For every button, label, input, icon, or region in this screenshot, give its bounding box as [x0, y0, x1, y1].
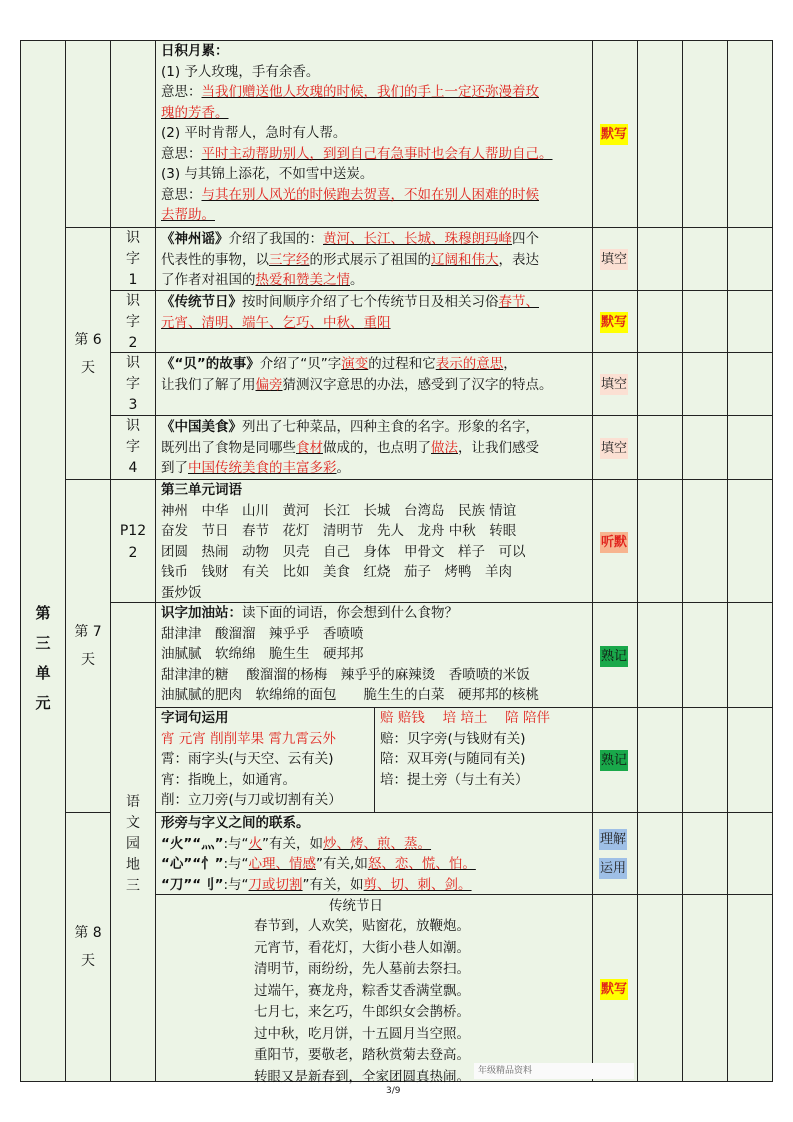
lesson-shizi2: 识 字 2	[126, 293, 140, 351]
bei-content: 《“贝”的故事》介绍了“贝”字演变的过程和它表示的意思， 让我们了解了用偏旁猜测汉字意思的办法，感受到了汉字的特点。	[161, 356, 553, 393]
empty-cell	[637, 40, 683, 228]
meaning-3: 意思：与其在别人风光的时候跑去贺喜，不如在别人困难的时候	[161, 186, 539, 203]
day6-label: 第 6 天	[74, 332, 102, 376]
lesson-p122: P12 2	[119, 523, 147, 561]
badge-tiankong: 填空	[600, 374, 628, 395]
day8-label: 第 8 天	[74, 925, 102, 969]
empty-cell	[727, 40, 773, 228]
badge-tingmo: 听默	[600, 532, 628, 553]
empty-cell	[727, 479, 773, 603]
empty-cell	[682, 352, 728, 416]
poem-title: 传统节日	[329, 898, 383, 914]
empty-cell	[727, 415, 773, 480]
badge-lijie: 理解	[599, 829, 627, 850]
lesson-shizi4: 识 字 4	[126, 418, 140, 476]
empty-cell	[637, 415, 683, 480]
empty-cell	[682, 812, 728, 895]
empty-cell	[727, 894, 773, 1082]
empty-cell	[682, 415, 728, 480]
empty-cell	[727, 602, 773, 708]
empty-cell	[682, 479, 728, 603]
empty-cell	[727, 812, 773, 895]
empty-cell	[637, 290, 683, 353]
empty-cell	[637, 602, 683, 708]
badge-yunyong: 运用	[599, 858, 627, 879]
empty-cell	[637, 812, 683, 895]
meaning-1-cont: 瑰的芳香。	[161, 104, 229, 121]
meaning-1: 意思：当我们赠送他人玫瑰的时候，我们的手上一定还弥漫着玫	[161, 84, 539, 100]
badge-tiankong: 填空	[600, 249, 628, 270]
zicijuyunyong-right: 赔 赔钱 培 培土 陪 陪伴 赔：贝字旁(与钱财有关) 陪：双耳旁(与随同有关) 培：提土旁（与土有关）	[380, 710, 550, 788]
empty-cell	[727, 707, 773, 813]
badge-moxie: 默写	[600, 312, 628, 333]
ciyu-content: 第三单元词语 神州 中华 山川 黄河 长江 长城 台湾岛 民族 情谊 奋发 节日 春节 花灯 清明节 先人 龙舟 中秋 转眼 团圆 热闹 动物 贝壳 自己 身体 甲骨文 样子 可以 钱币 钱财 有关 比如 美食 红烧 茄子 烤鸭 羊肉 蛋炒饭	[161, 482, 526, 601]
lesson-shizi3: 识 字 3	[126, 355, 140, 413]
empty-cell	[682, 227, 728, 291]
poem-lines: 春节到，人欢笑，贴窗花，放鞭炮。 元宵节，看花灯，大街小巷人如潮。 清明节，雨纷纷，先人墓前去祭扫。 过端午，赛龙舟，粽香艾香满堂飘。 七月七，来乞巧，牛郎织女会鹊桥。 过中秋，吃月饼，十五圆月当空照。 重阳节，要敬老，踏秋赏菊去登高。 转眼又是新春到，全家团圆真热闹。	[254, 918, 470, 1085]
badge-moxie: 默写	[600, 979, 628, 1000]
empty-cell	[727, 227, 773, 291]
empty-cell	[727, 290, 773, 353]
saying-3: (3) 与其锦上添花，不如雪中送炭。	[161, 166, 374, 182]
lesson-shizi1: 识 字 1	[126, 230, 140, 288]
shenzhouyao-content: 《神州谣》介绍了我国的：黄河、长江、长城、珠穆朗玛峰四个 代表性的事物，以三字经的形式展示了祖国的辽阔和伟大，表达 了作者对祖国的热爱和赞美之情。	[161, 231, 539, 288]
empty-cell	[637, 227, 683, 291]
meishi-content: 《中国美食》列出了七种菜品，四种主食的名字。形象的名字， 既列出了食物是同哪些食材做成的，也点明了做法，让我们感受 到了中国传统美食的丰富多彩。	[161, 419, 539, 476]
meaning-3-cont: 去帮助。	[161, 207, 215, 223]
unit-cell	[20, 40, 66, 1082]
meaning-2: 意思：平时主动帮助别人，到到自己有急事时也会有人帮助自己。	[161, 145, 553, 162]
day-cell-top	[65, 40, 111, 228]
day7-label: 第 7 天	[74, 624, 102, 668]
badge-shuji: 熟记	[600, 750, 628, 771]
zicijuyunyong-left: 字词句运用 宵 元宵 削削苹果 霄九霄云外 霄：雨字头(与天空、云有关) 宵：指晚上，如通宵。 削：立刀旁(与刀或切割有关）	[161, 710, 342, 808]
page-number: 3/9	[386, 1086, 401, 1096]
xingpang-content: 形旁与字义之间的联系。 “火”“灬”:与“火”有关，如炒、烤、煎、蒸。 “心”“忄”:与“心理、情感”有关,如怒、恋、慌、怕。 “刀”“刂”:与“刀或切割”有关，如剪、切、刺、剑。	[161, 815, 476, 893]
empty-cell	[637, 707, 683, 813]
empty-cell	[637, 894, 683, 1082]
empty-cell	[682, 290, 728, 353]
empty-cell	[637, 479, 683, 603]
jiayouzhan-content: 识字加油站：读下面的词语，你会想到什么食物？ 甜津津 酸溜溜 辣乎乎 香喷喷 油腻腻 软绵绵 脆生生 硬邦邦 甜津津的糖 酸溜溜的杨梅 辣乎乎的麻辣烫 香喷喷的米饭 油腻腻的肥肉 软绵绵的面包 脆生生的白菜 硬邦邦的核桃	[161, 605, 539, 703]
rijiyuelei-content	[157, 41, 593, 226]
empty-cell	[682, 602, 728, 708]
empty-cell	[637, 352, 683, 416]
chuantongjieri-content: 《传统节日》按时间顺序介绍了七个传统节日及相关习俗春节、 元宵、清明、端午、乞巧、中秋、重阳	[161, 294, 539, 331]
rijiyuelei-heading: 日积月累：	[161, 43, 229, 59]
unit-label: 第 三 单 元	[35, 604, 51, 712]
lesson-cell-top	[110, 40, 156, 228]
empty-cell	[727, 352, 773, 416]
badge-tiankong: 填空	[600, 438, 628, 459]
saying-2: (2) 平时肯帮人，急时有人帮。	[161, 125, 347, 141]
empty-cell	[682, 40, 728, 228]
badge-moxie: 默写	[600, 124, 628, 145]
lesson-yuwenyuandi3: 语 文 园 地 三	[126, 794, 140, 894]
badge-shuji: 熟记	[600, 646, 628, 667]
watermark: 年级精品资料	[474, 1063, 634, 1079]
badge-cell-9	[592, 812, 638, 895]
saying-1: (1) 予人玫瑰，手有余香。	[161, 63, 320, 80]
empty-cell	[682, 707, 728, 813]
empty-cell	[682, 894, 728, 1082]
